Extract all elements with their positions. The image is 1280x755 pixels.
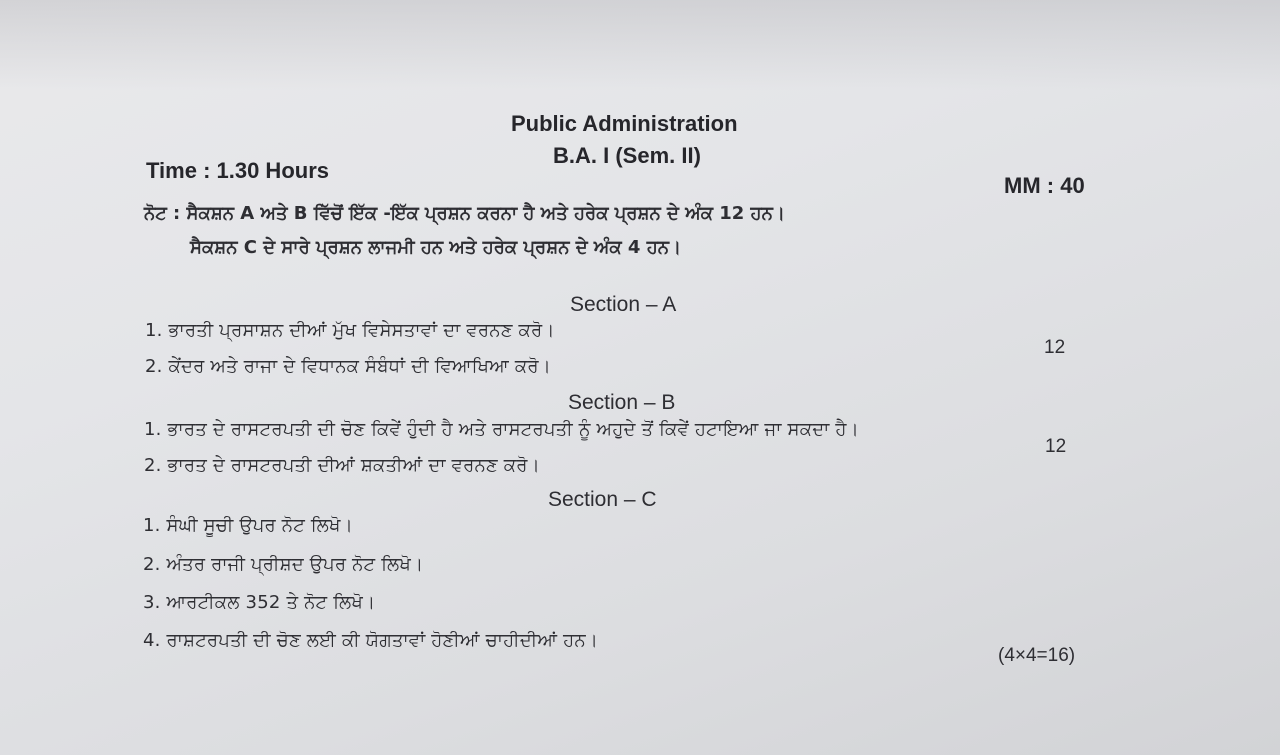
section-a-heading: Section – A xyxy=(570,293,677,316)
course-title: B.A. I (Sem. II) xyxy=(553,143,701,168)
section-c-marks: (4×4=16) xyxy=(998,645,1076,666)
section-c-question-1: 1. ਸੰਘੀ ਸੂਚੀ ਉਪਰ ਨੋਟ ਲਿਖੋ। xyxy=(143,515,353,536)
time-label: Time : 1.30 Hours xyxy=(146,158,329,183)
section-a-marks: 12 xyxy=(1044,337,1066,358)
section-a-question-2: 2. ਕੇਂਦਰ ਅਤੇ ਰਾਜਾ ਦੇ ਵਿਧਾਨਕ ਸੰਬੰਧਾਂ ਦੀ ਵਿਆਖਿਆ ਕਰੋ। xyxy=(145,356,552,377)
section-a-question-1: 1. ਭਾਰਤੀ ਪ੍ਰਸਾਸ਼ਨ ਦੀਆਂ ਮੁੱਖ ਵਿਸੇਸਤਾਵਾਂ ਦਾ ਵਰਨਣ ਕਰੋ। xyxy=(145,320,555,341)
section-b-heading: Section – B xyxy=(568,391,676,414)
instruction-note-line1: ਨੋਟ : ਸੈਕਸ਼ਨ A ਅਤੇ B ਵਿੱਚੋਂ ਇੱਕ -ਇੱਕ ਪ੍ਰਸ਼ਨ ਕਰਨਾ ਹੈ ਅਤੇ ਹਰੇਕ ਪ੍ਰਸ਼ਨ ਦੇ ਅੰਕ 12 ਹਨ। xyxy=(144,203,785,224)
instruction-note-line2: ਸੈਕਸ਼ਨ C ਦੇ ਸਾਰੇ ਪ੍ਰਸ਼ਨ ਲਾਜਮੀ ਹਨ ਅਤੇ ਹਰੇਕ ਪ੍ਰਸ਼ਨ ਦੇ ਅੰਕ 4 ਹਨ। xyxy=(190,237,682,258)
section-c-heading: Section – C xyxy=(548,488,657,511)
section-b-marks: 12 xyxy=(1045,436,1067,457)
section-b-question-2: 2. ਭਾਰਤ ਦੇ ਰਾਸਟਰਪਤੀ ਦੀਆਂ ਸ਼ਕਤੀਆਂ ਦਾ ਵਰਨਣ ਕਰੋ। xyxy=(144,455,540,476)
section-c-question-4: 4. ਰਾਸ਼ਟਰਪਤੀ ਦੀ ਚੋਣ ਲਈ ਕੀ ਯੋਗਤਾਵਾਂ ਹੋਣੀਆਂ ਚਾਹੀਦੀਆਂ ਹਨ। xyxy=(143,630,599,651)
section-b-question-1: 1. ਭਾਰਤ ਦੇ ਰਾਸਟਰਪਤੀ ਦੀ ਚੋਣ ਕਿਵੇਂ ਹੁੰਦੀ ਹੈ ਅਤੇ ਰਾਸਟਰਪਤੀ ਨੂੰ ਅਹੁਦੇ ਤੋਂ ਕਿਵੇਂ ਹਟਾਇਆ ਜਾ ਸਕਦਾ ਹੈ। xyxy=(144,419,859,440)
max-marks-label: MM : 40 xyxy=(1004,173,1085,198)
section-c-question-2: 2. ਅੰਤਰ ਰਾਜੀ ਪ੍ਰੀਸ਼ਦ ਉਪਰ ਨੋਟ ਲਿਖੋ। xyxy=(143,554,424,575)
section-c-question-3: 3. ਆਰਟੀਕਲ 352 ਤੇ ਨੋਟ ਲਿਖੋ। xyxy=(143,592,376,613)
subject-title: Public Administration xyxy=(511,111,738,136)
paper-shadow xyxy=(0,0,1280,90)
